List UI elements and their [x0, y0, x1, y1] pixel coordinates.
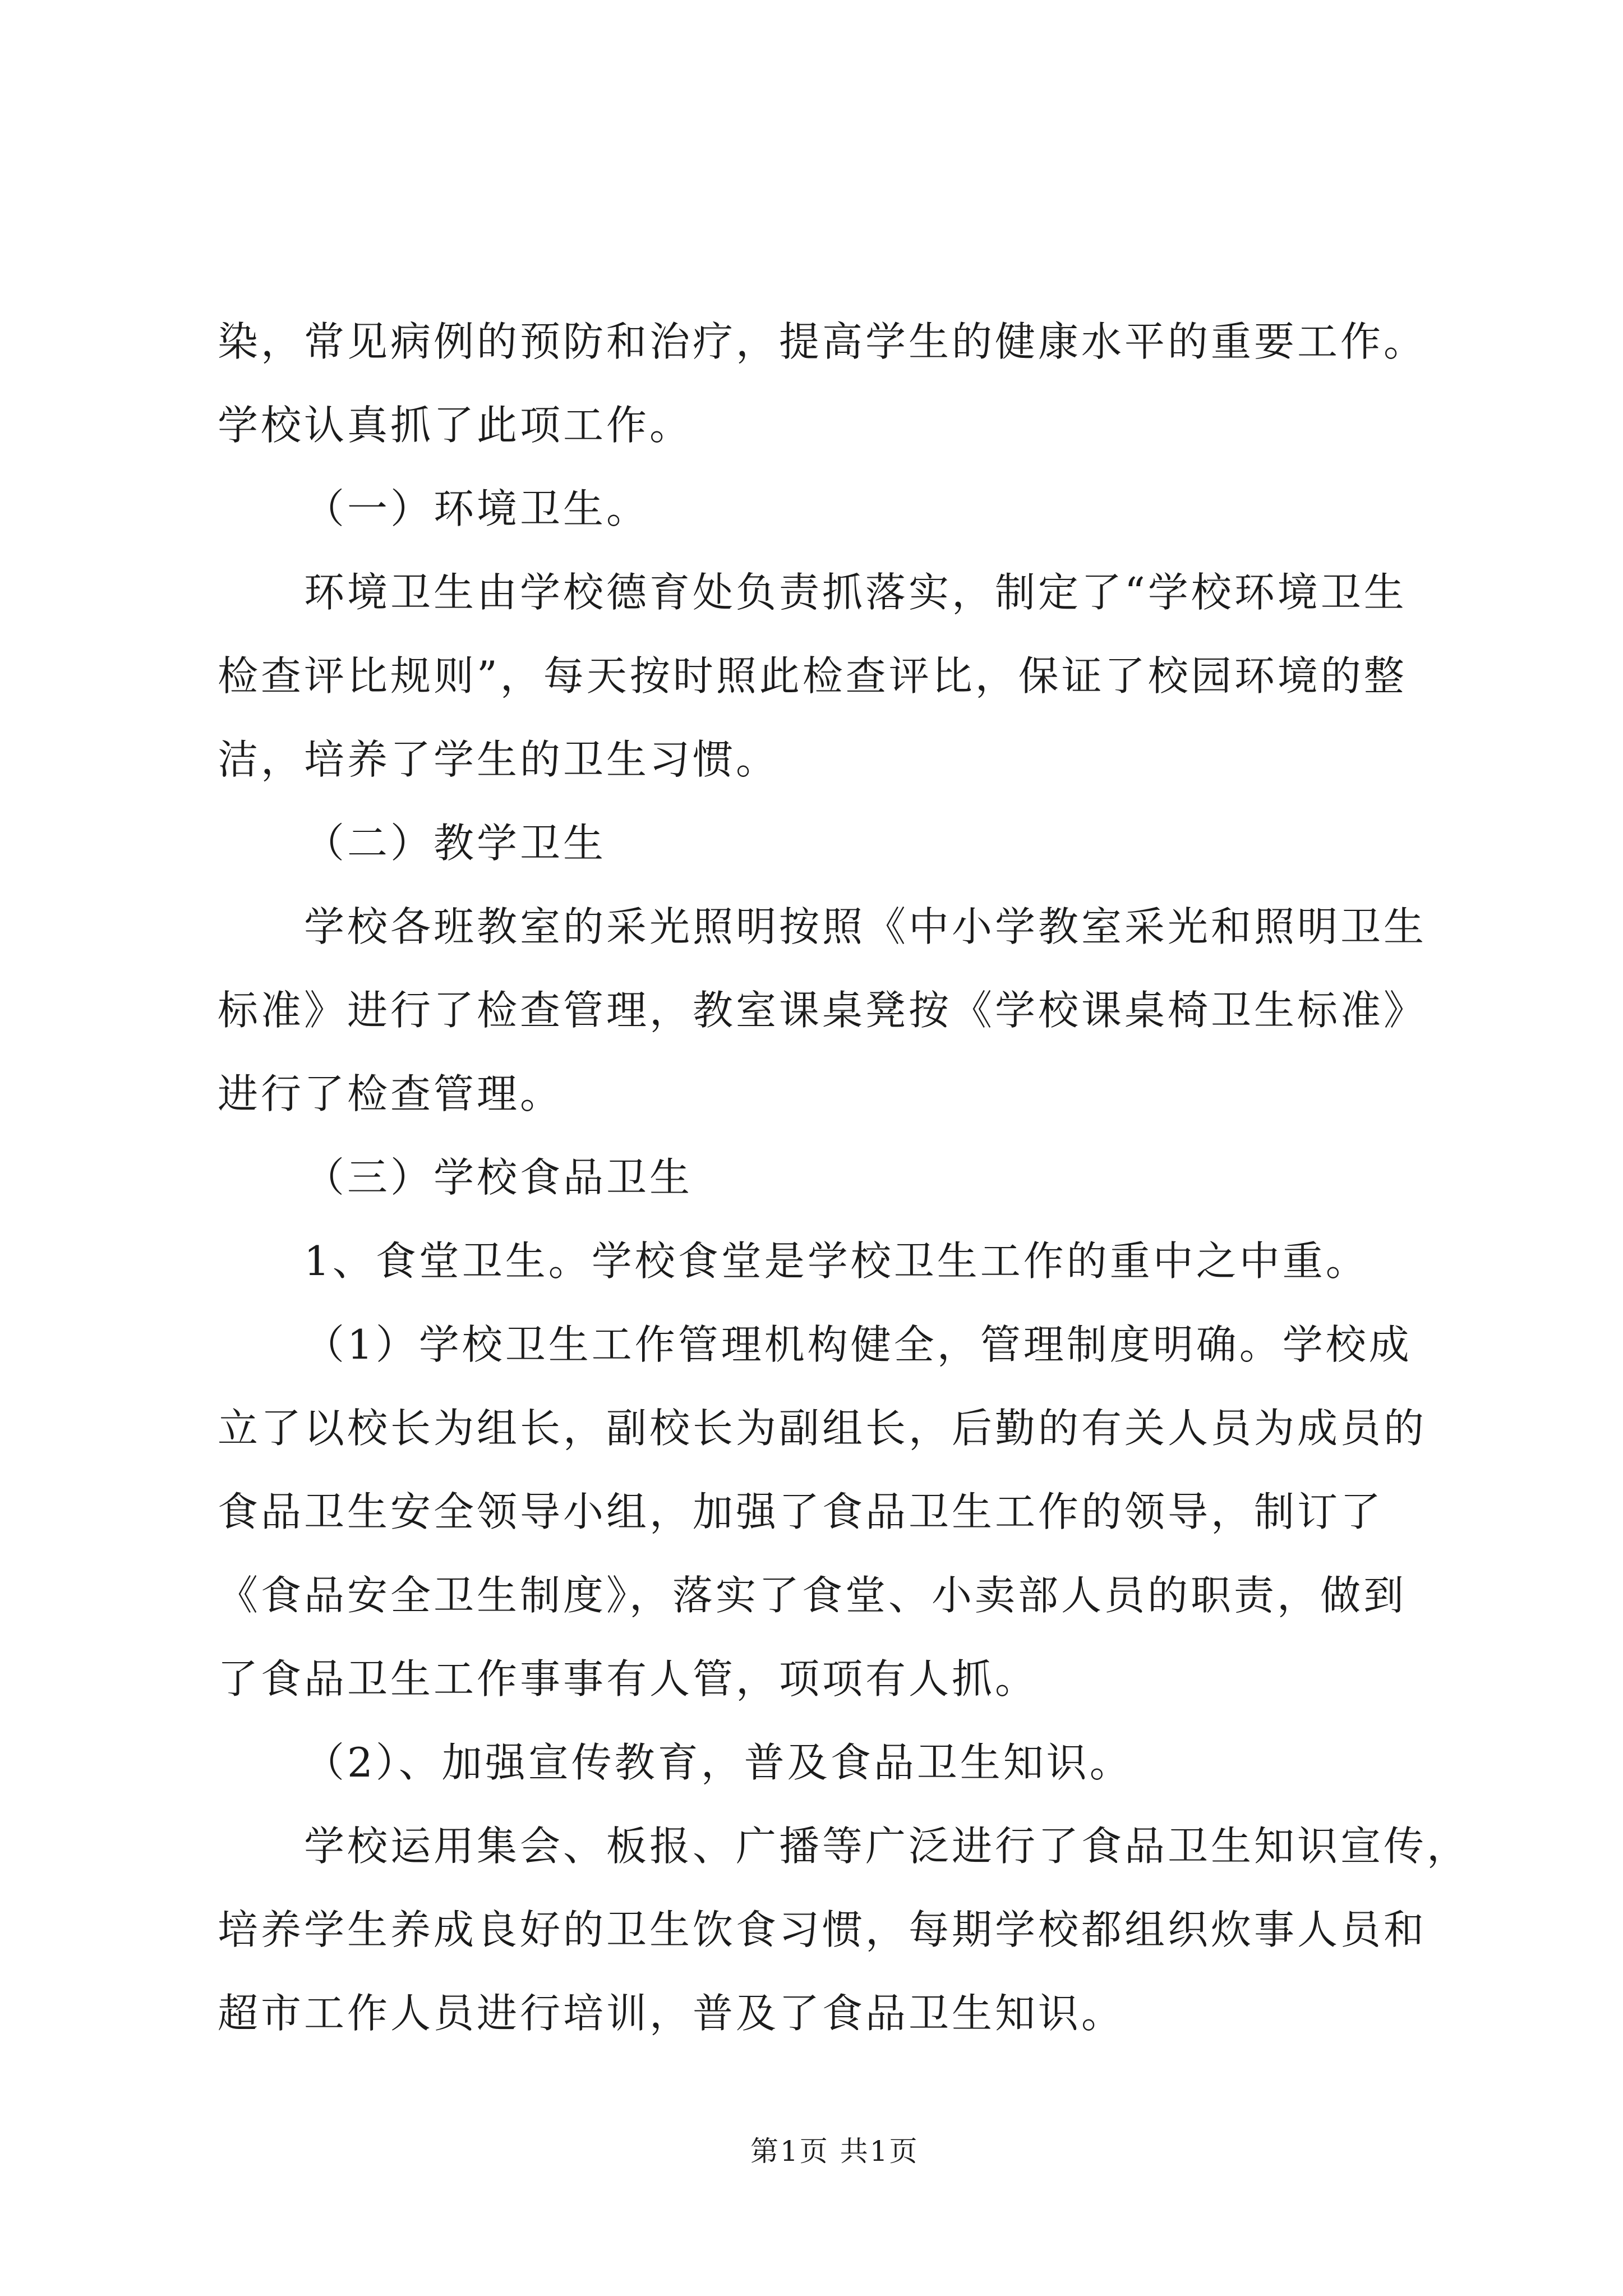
subsection-heading-text: 1、食堂卫生。学校食堂是学校卫生工作的重中之中重。 [304, 1237, 1369, 1285]
document-body [218, 300, 1507, 2055]
text-line: 学校认真抓了此项工作。 [218, 402, 693, 449]
subsection-heading [218, 1220, 1507, 1303]
text-line: 超市工作人员进行培训，普及了食品卫生知识。 [218, 1990, 1125, 2037]
text-line: 学校运用集会、板报、广播等广泛进行了食品卫生知识宣传， [304, 1823, 1470, 1870]
section-heading-text: （三）学校食品卫生 [304, 1154, 693, 1201]
text-line: 《食品安全卫生制度》，落实了食堂、小卖部人员的职责，做到 [218, 1572, 1407, 1619]
text-line: 检查评比规则”，每天按时照此检查评比，保证了校园环境的整 [218, 652, 1407, 700]
section-heading [218, 1136, 1507, 1220]
text-line: 标准》进行了检查管理，教室课桌凳按《学校课桌椅卫生标准》 [218, 987, 1427, 1034]
paragraph [218, 300, 1507, 467]
paragraph [218, 551, 1507, 802]
text-line: 培养学生养成良好的卫生饮食习惯，每期学校都组织炊事人员和 [218, 1906, 1427, 1953]
page-footer: 第1页 共1页 [750, 2135, 919, 2168]
text-line: 了食品卫生工作事事有人管，项项有人抓。 [218, 1655, 1039, 1703]
section-heading-text: （一）环境卫生。 [304, 485, 650, 532]
subsection-heading-text: （2）、加强宣传教育，普及食品卫生知识。 [304, 1739, 1133, 1786]
text-line: 洁，培养了学生的卫生习惯。 [218, 736, 780, 783]
text-line: 学校各班教室的采光照明按照《中小学教室采光和照明卫生 [304, 903, 1427, 950]
text-line: 染，常见病例的预防和治疗，提高学生的健康水平的重要工作。 [218, 318, 1427, 365]
section-heading [218, 467, 1507, 551]
section-heading [218, 802, 1507, 885]
paragraph [218, 885, 1507, 1136]
text-line: （1）学校卫生工作管理机构健全，管理制度明确。学校成 [304, 1321, 1412, 1368]
text-line: 环境卫生由学校德育处负责抓落实，制定了“学校环境卫生 [304, 569, 1407, 616]
subsection-heading [218, 1721, 1507, 1805]
text-line: 进行了检查管理。 [218, 1070, 564, 1117]
text-line: 食品卫生安全领导小组，加强了食品卫生工作的领导，制订了 [218, 1488, 1384, 1535]
section-heading-text: （二）教学卫生 [304, 820, 607, 867]
paragraph [218, 1805, 1507, 2055]
paragraph [218, 1303, 1507, 1721]
text-line: 立了以校长为组长，副校长为副组长，后勤的有关人员为成员的 [218, 1405, 1427, 1452]
